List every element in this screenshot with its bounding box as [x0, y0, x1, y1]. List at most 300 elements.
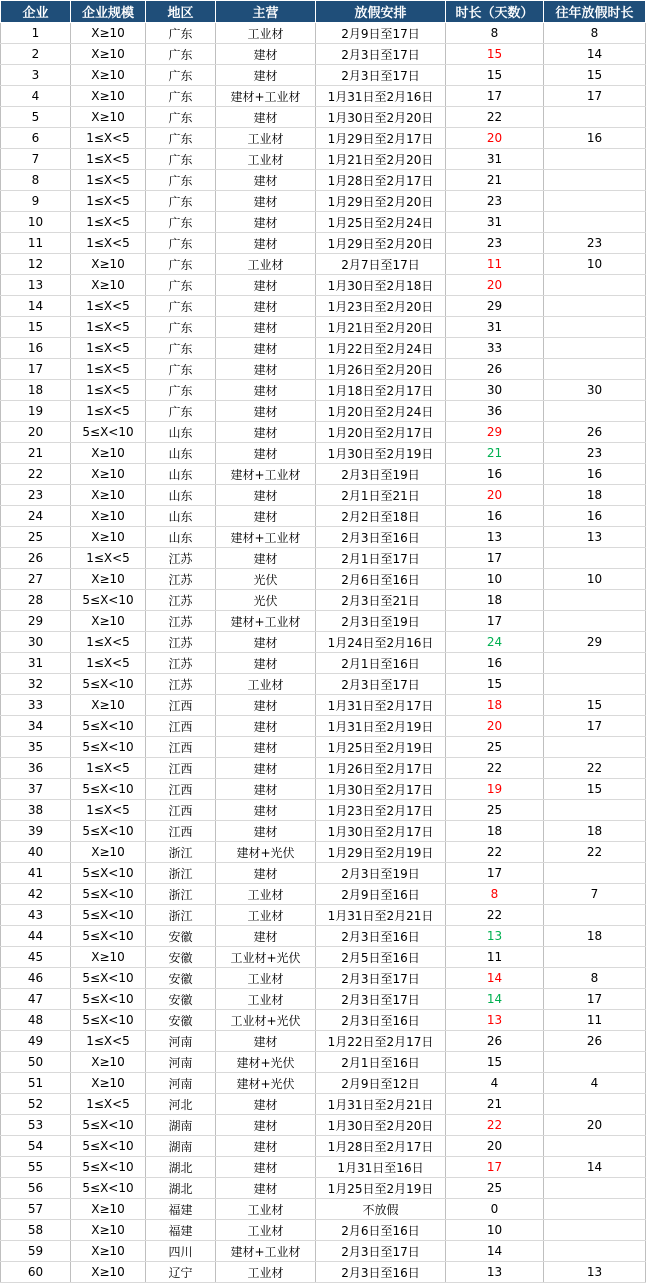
region-cell: 河北: [146, 1094, 216, 1115]
schedule-cell: 1月23日至2月17日: [316, 800, 446, 821]
region-cell: 广东: [146, 212, 216, 233]
table-row: [1, 338, 646, 359]
table-row: [1, 1010, 646, 1031]
table-row: [1, 1199, 646, 1220]
duration-cell: 20: [446, 716, 544, 737]
table-row: [1, 1073, 646, 1094]
schedule-cell: 不放假: [316, 1199, 446, 1220]
schedule-cell: 1月20日至2月24日: [316, 401, 446, 422]
previous-duration-cell: 11: [544, 1010, 646, 1031]
business-cell: 建材: [216, 632, 316, 653]
business-cell: 建材+工业材: [216, 464, 316, 485]
duration-cell: 13: [446, 1262, 544, 1283]
company-cell: 9: [1, 191, 71, 212]
region-cell: 江苏: [146, 569, 216, 590]
size-cell: 1≤X<5: [71, 758, 146, 779]
size-cell: X≥10: [71, 443, 146, 464]
schedule-cell: 1月25日至2月19日: [316, 737, 446, 758]
business-cell: 建材: [216, 212, 316, 233]
region-cell: 河南: [146, 1031, 216, 1052]
table-row: [1, 884, 646, 905]
business-cell: 工业材: [216, 128, 316, 149]
size-cell: 5≤X<10: [71, 905, 146, 926]
company-cell: 18: [1, 380, 71, 401]
schedule-cell: 1月29日至2月20日: [316, 233, 446, 254]
company-cell: 42: [1, 884, 71, 905]
region-cell: 广东: [146, 296, 216, 317]
duration-cell: 19: [446, 779, 544, 800]
table-row: [1, 548, 646, 569]
table-row: [1, 212, 646, 233]
company-cell: 13: [1, 275, 71, 296]
company-cell: 3: [1, 65, 71, 86]
region-cell: 四川: [146, 1241, 216, 1262]
region-cell: 福建: [146, 1220, 216, 1241]
previous-duration-cell: 29: [544, 632, 646, 653]
schedule-cell: 1月28日至2月17日: [316, 1136, 446, 1157]
region-cell: 安徽: [146, 1010, 216, 1031]
previous-duration-cell: 22: [544, 758, 646, 779]
schedule-cell: 1月31日至2月17日: [316, 695, 446, 716]
previous-duration-cell: [544, 107, 646, 128]
schedule-cell: 1月30日至2月17日: [316, 821, 446, 842]
size-cell: X≥10: [71, 65, 146, 86]
schedule-cell: 2月1日至16日: [316, 1052, 446, 1073]
region-cell: 广东: [146, 359, 216, 380]
company-cell: 27: [1, 569, 71, 590]
table-row: [1, 1115, 646, 1136]
table-row: [1, 359, 646, 380]
schedule-cell: 1月20日至2月17日: [316, 422, 446, 443]
region-cell: 广东: [146, 317, 216, 338]
business-cell: 建材: [216, 758, 316, 779]
size-cell: X≥10: [71, 23, 146, 44]
duration-cell: 17: [446, 611, 544, 632]
table-row: [1, 674, 646, 695]
size-cell: X≥10: [71, 1052, 146, 1073]
business-cell: 建材: [216, 485, 316, 506]
business-cell: 工业材: [216, 1199, 316, 1220]
duration-cell: 29: [446, 296, 544, 317]
company-cell: 2: [1, 44, 71, 65]
previous-duration-cell: 16: [544, 464, 646, 485]
size-cell: X≥10: [71, 464, 146, 485]
duration-cell: 25: [446, 737, 544, 758]
company-cell: 34: [1, 716, 71, 737]
business-cell: 光伏: [216, 590, 316, 611]
schedule-cell: 1月26日至2月17日: [316, 758, 446, 779]
region-cell: 江苏: [146, 548, 216, 569]
company-cell: 48: [1, 1010, 71, 1031]
size-cell: X≥10: [71, 1220, 146, 1241]
size-cell: 5≤X<10: [71, 926, 146, 947]
schedule-cell: 2月3日至19日: [316, 863, 446, 884]
company-cell: 23: [1, 485, 71, 506]
size-cell: X≥10: [71, 1241, 146, 1262]
previous-duration-cell: [544, 401, 646, 422]
previous-duration-cell: [544, 170, 646, 191]
table-row: [1, 989, 646, 1010]
previous-duration-cell: [544, 191, 646, 212]
region-cell: 山东: [146, 485, 216, 506]
schedule-cell: 1月22日至2月24日: [316, 338, 446, 359]
business-cell: 建材: [216, 779, 316, 800]
company-cell: 58: [1, 1220, 71, 1241]
region-cell: 江苏: [146, 632, 216, 653]
previous-duration-cell: 17: [544, 716, 646, 737]
company-cell: 22: [1, 464, 71, 485]
duration-cell: 10: [446, 1220, 544, 1241]
schedule-cell: 1月31日至2月21日: [316, 905, 446, 926]
size-cell: X≥10: [71, 1073, 146, 1094]
duration-cell: 11: [446, 947, 544, 968]
schedule-cell: 2月9日至12日: [316, 1073, 446, 1094]
size-cell: X≥10: [71, 611, 146, 632]
region-cell: 广东: [146, 86, 216, 107]
duration-cell: 20: [446, 128, 544, 149]
size-cell: X≥10: [71, 506, 146, 527]
business-cell: 工业材+光伏: [216, 1010, 316, 1031]
business-cell: 建材: [216, 191, 316, 212]
size-cell: X≥10: [71, 107, 146, 128]
business-cell: 建材: [216, 821, 316, 842]
region-cell: 江苏: [146, 611, 216, 632]
previous-duration-cell: [544, 653, 646, 674]
previous-duration-cell: 18: [544, 821, 646, 842]
table-row: [1, 569, 646, 590]
duration-cell: 22: [446, 1115, 544, 1136]
region-cell: 安徽: [146, 947, 216, 968]
region-cell: 山东: [146, 443, 216, 464]
duration-cell: 11: [446, 254, 544, 275]
business-cell: 建材: [216, 401, 316, 422]
duration-cell: 15: [446, 44, 544, 65]
previous-duration-cell: 8: [544, 968, 646, 989]
duration-cell: 17: [446, 548, 544, 569]
table-row: [1, 632, 646, 653]
schedule-cell: 2月3日至19日: [316, 464, 446, 485]
duration-cell: 17: [446, 1157, 544, 1178]
size-cell: 1≤X<5: [71, 338, 146, 359]
table-row: [1, 1241, 646, 1262]
previous-duration-cell: 16: [544, 506, 646, 527]
duration-cell: 30: [446, 380, 544, 401]
business-cell: 工业材: [216, 254, 316, 275]
business-cell: 建材: [216, 422, 316, 443]
size-cell: 1≤X<5: [71, 149, 146, 170]
table-row: [1, 1052, 646, 1073]
duration-cell: 0: [446, 1199, 544, 1220]
schedule-cell: 2月3日至16日: [316, 527, 446, 548]
region-cell: 安徽: [146, 968, 216, 989]
schedule-cell: 1月31日至2月19日: [316, 716, 446, 737]
size-cell: 1≤X<5: [71, 317, 146, 338]
schedule-cell: 2月5日至16日: [316, 947, 446, 968]
header-duration-days: 时长（天数）: [446, 1, 544, 23]
duration-cell: 8: [446, 23, 544, 44]
region-cell: 广东: [146, 149, 216, 170]
business-cell: 建材+光伏: [216, 842, 316, 863]
duration-cell: 31: [446, 212, 544, 233]
size-cell: X≥10: [71, 44, 146, 65]
business-cell: 工业材: [216, 989, 316, 1010]
schedule-cell: 2月2日至18日: [316, 506, 446, 527]
company-cell: 24: [1, 506, 71, 527]
business-cell: 建材: [216, 1031, 316, 1052]
size-cell: X≥10: [71, 1262, 146, 1283]
duration-cell: 22: [446, 107, 544, 128]
region-cell: 浙江: [146, 884, 216, 905]
duration-cell: 14: [446, 1241, 544, 1262]
previous-duration-cell: 14: [544, 44, 646, 65]
region-cell: 广东: [146, 401, 216, 422]
region-cell: 辽宁: [146, 1262, 216, 1283]
previous-duration-cell: [544, 674, 646, 695]
duration-cell: 23: [446, 233, 544, 254]
previous-duration-cell: [544, 737, 646, 758]
company-cell: 14: [1, 296, 71, 317]
business-cell: 建材+工业材: [216, 527, 316, 548]
header-company: 企业: [1, 1, 71, 23]
duration-cell: 18: [446, 590, 544, 611]
size-cell: 1≤X<5: [71, 401, 146, 422]
previous-duration-cell: 26: [544, 1031, 646, 1052]
company-cell: 12: [1, 254, 71, 275]
company-cell: 20: [1, 422, 71, 443]
business-cell: 建材: [216, 1178, 316, 1199]
size-cell: 5≤X<10: [71, 884, 146, 905]
previous-duration-cell: [544, 1178, 646, 1199]
previous-duration-cell: 13: [544, 1262, 646, 1283]
region-cell: 江苏: [146, 653, 216, 674]
region-cell: 广东: [146, 254, 216, 275]
region-cell: 湖南: [146, 1115, 216, 1136]
business-cell: 建材: [216, 44, 316, 65]
region-cell: 山东: [146, 422, 216, 443]
company-cell: 6: [1, 128, 71, 149]
previous-duration-cell: 18: [544, 485, 646, 506]
table-row: [1, 611, 646, 632]
schedule-cell: 1月25日至2月24日: [316, 212, 446, 233]
table-header: [1, 1, 646, 23]
company-cell: 29: [1, 611, 71, 632]
duration-cell: 18: [446, 695, 544, 716]
business-cell: 建材: [216, 695, 316, 716]
size-cell: X≥10: [71, 695, 146, 716]
company-cell: 44: [1, 926, 71, 947]
previous-duration-cell: 15: [544, 65, 646, 86]
company-cell: 31: [1, 653, 71, 674]
business-cell: 建材: [216, 1136, 316, 1157]
schedule-cell: 1月22日至2月17日: [316, 1031, 446, 1052]
company-cell: 40: [1, 842, 71, 863]
business-cell: 工业材: [216, 1220, 316, 1241]
previous-duration-cell: [544, 947, 646, 968]
schedule-cell: 2月6日至16日: [316, 569, 446, 590]
region-cell: 广东: [146, 380, 216, 401]
size-cell: X≥10: [71, 485, 146, 506]
region-cell: 江西: [146, 758, 216, 779]
table-row: [1, 380, 646, 401]
previous-duration-cell: [544, 1241, 646, 1262]
business-cell: 光伏: [216, 569, 316, 590]
size-cell: X≥10: [71, 254, 146, 275]
header-holiday-schedule: 放假安排: [316, 1, 446, 23]
table-row: [1, 23, 646, 44]
schedule-cell: 2月3日至16日: [316, 926, 446, 947]
business-cell: 建材: [216, 296, 316, 317]
schedule-cell: 2月1日至21日: [316, 485, 446, 506]
size-cell: 1≤X<5: [71, 800, 146, 821]
table-row: [1, 590, 646, 611]
company-cell: 33: [1, 695, 71, 716]
table-row: [1, 506, 646, 527]
duration-cell: 16: [446, 506, 544, 527]
region-cell: 湖北: [146, 1178, 216, 1199]
company-cell: 16: [1, 338, 71, 359]
schedule-cell: 1月21日至2月20日: [316, 317, 446, 338]
size-cell: 1≤X<5: [71, 548, 146, 569]
business-cell: 建材+光伏: [216, 1052, 316, 1073]
region-cell: 广东: [146, 275, 216, 296]
business-cell: 工业材: [216, 905, 316, 926]
size-cell: 5≤X<10: [71, 1010, 146, 1031]
duration-cell: 31: [446, 317, 544, 338]
table-row: [1, 128, 646, 149]
size-cell: 5≤X<10: [71, 590, 146, 611]
business-cell: 建材: [216, 737, 316, 758]
company-cell: 7: [1, 149, 71, 170]
company-cell: 57: [1, 1199, 71, 1220]
business-cell: 建材: [216, 548, 316, 569]
table-row: [1, 947, 646, 968]
table-row: [1, 758, 646, 779]
region-cell: 江西: [146, 695, 216, 716]
business-cell: 建材: [216, 65, 316, 86]
company-cell: 38: [1, 800, 71, 821]
business-cell: 建材: [216, 800, 316, 821]
previous-duration-cell: 16: [544, 128, 646, 149]
region-cell: 广东: [146, 65, 216, 86]
table-row: [1, 107, 646, 128]
duration-cell: 16: [446, 653, 544, 674]
business-cell: 建材: [216, 170, 316, 191]
business-cell: 工业材: [216, 1262, 316, 1283]
duration-cell: 15: [446, 65, 544, 86]
table-row: [1, 170, 646, 191]
duration-cell: 21: [446, 443, 544, 464]
schedule-cell: 2月6日至16日: [316, 1220, 446, 1241]
duration-cell: 15: [446, 674, 544, 695]
duration-cell: 16: [446, 464, 544, 485]
region-cell: 河南: [146, 1052, 216, 1073]
business-cell: 工业材: [216, 884, 316, 905]
company-cell: 51: [1, 1073, 71, 1094]
business-cell: 工业材: [216, 149, 316, 170]
duration-cell: 26: [446, 1031, 544, 1052]
duration-cell: 22: [446, 905, 544, 926]
company-cell: 36: [1, 758, 71, 779]
business-cell: 建材: [216, 338, 316, 359]
company-cell: 53: [1, 1115, 71, 1136]
size-cell: 1≤X<5: [71, 380, 146, 401]
table-row: [1, 695, 646, 716]
business-cell: 建材: [216, 506, 316, 527]
region-cell: 广东: [146, 170, 216, 191]
previous-duration-cell: [544, 275, 646, 296]
table-body: [1, 23, 646, 1283]
previous-duration-cell: [544, 1052, 646, 1073]
previous-duration-cell: 26: [544, 422, 646, 443]
table-row: [1, 191, 646, 212]
duration-cell: 13: [446, 926, 544, 947]
header-main-business: 主营: [216, 1, 316, 23]
previous-duration-cell: [544, 149, 646, 170]
header-row: [1, 1, 646, 23]
previous-duration-cell: [544, 296, 646, 317]
size-cell: 1≤X<5: [71, 1031, 146, 1052]
previous-duration-cell: [544, 338, 646, 359]
table-row: [1, 653, 646, 674]
company-cell: 54: [1, 1136, 71, 1157]
duration-cell: 26: [446, 359, 544, 380]
table-row: [1, 1136, 646, 1157]
size-cell: 1≤X<5: [71, 296, 146, 317]
table-row: [1, 464, 646, 485]
previous-duration-cell: 18: [544, 926, 646, 947]
size-cell: X≥10: [71, 86, 146, 107]
size-cell: 5≤X<10: [71, 737, 146, 758]
schedule-cell: 1月30日至2月20日: [316, 1115, 446, 1136]
size-cell: 5≤X<10: [71, 863, 146, 884]
region-cell: 广东: [146, 338, 216, 359]
schedule-cell: 1月31日至2月21日: [316, 1094, 446, 1115]
table-row: [1, 86, 646, 107]
company-cell: 1: [1, 23, 71, 44]
schedule-cell: 2月3日至17日: [316, 1241, 446, 1262]
company-cell: 21: [1, 443, 71, 464]
size-cell: X≥10: [71, 947, 146, 968]
business-cell: 建材+工业材: [216, 86, 316, 107]
size-cell: 5≤X<10: [71, 716, 146, 737]
schedule-cell: 1月30日至2月20日: [316, 107, 446, 128]
region-cell: 山东: [146, 527, 216, 548]
duration-cell: 20: [446, 275, 544, 296]
schedule-cell: 1月24日至2月16日: [316, 632, 446, 653]
region-cell: 江西: [146, 716, 216, 737]
duration-cell: 13: [446, 1010, 544, 1031]
region-cell: 山东: [146, 464, 216, 485]
company-cell: 41: [1, 863, 71, 884]
duration-cell: 8: [446, 884, 544, 905]
previous-duration-cell: 23: [544, 233, 646, 254]
duration-cell: 24: [446, 632, 544, 653]
previous-duration-cell: [544, 1094, 646, 1115]
region-cell: 河南: [146, 1073, 216, 1094]
schedule-cell: 2月3日至17日: [316, 65, 446, 86]
schedule-cell: 2月1日至17日: [316, 548, 446, 569]
table-row: [1, 317, 646, 338]
company-cell: 28: [1, 590, 71, 611]
company-cell: 8: [1, 170, 71, 191]
duration-cell: 22: [446, 758, 544, 779]
business-cell: 建材: [216, 863, 316, 884]
previous-duration-cell: [544, 590, 646, 611]
duration-cell: 21: [446, 170, 544, 191]
table-row: [1, 905, 646, 926]
duration-cell: 25: [446, 800, 544, 821]
schedule-cell: 1月26日至2月20日: [316, 359, 446, 380]
